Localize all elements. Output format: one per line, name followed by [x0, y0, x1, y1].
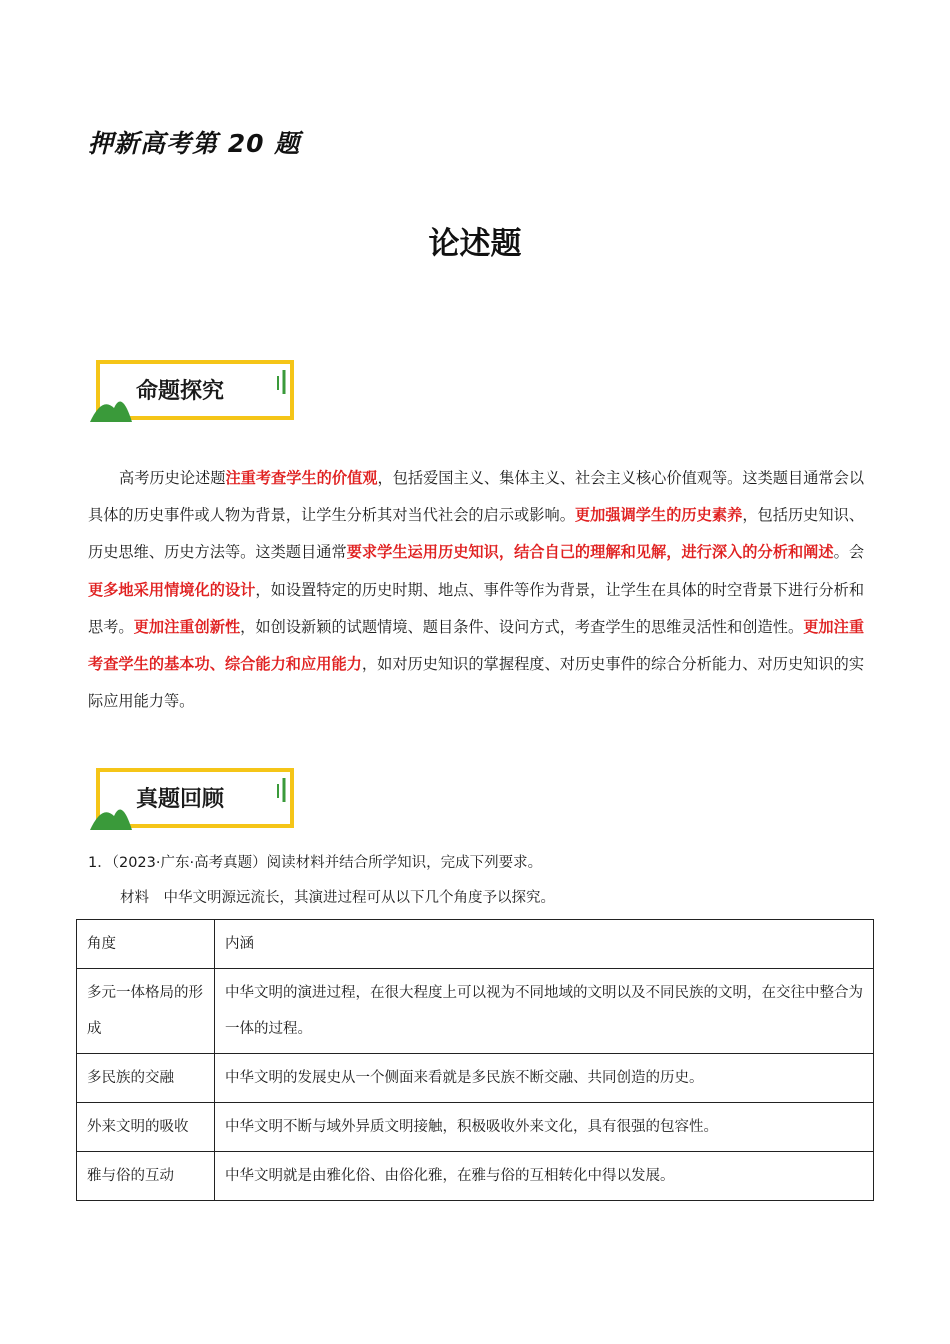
intro-paragraph	[88, 460, 864, 720]
intro-highlight: 要求学生运用历史知识，结合自己的理解和见解，进行深入的分析和阐述	[346, 543, 834, 562]
intro-highlight: 更加注重考查学生的基本功、综合能力和应用能力	[88, 617, 865, 674]
intro-text: ，包括历史知识、历史思维、历史方法等。这类题目通常	[88, 506, 865, 562]
table-cell: 多民族的交融	[77, 1054, 215, 1103]
table-cell: 中华文明的演进过程，在很大程度上可以视为不同地域的文明以及不同民族的文明，在交往中整合为一体的过程。	[215, 969, 874, 1054]
intro-text: ，如创设新颖的试题情境、题目条件、设问方式，考查学生的思维灵活性和创造性。	[240, 617, 804, 636]
question-line: 1．（2023·广东·高考真题）阅读材料并结合所学知识，完成下列要求。	[88, 855, 543, 871]
top-title: 押新高考第 20 题	[88, 129, 301, 158]
section-badge-zhenti	[88, 768, 298, 836]
section-label: 真题回顾	[136, 787, 225, 812]
intro-text: 高考历史论述题	[119, 469, 226, 487]
section-label: 命题探究	[136, 379, 225, 404]
intro-text: ，包括爱国主义、集体主义、社会主义核心价值观等。这类题目通常会以具体的历史事件或人物为背景，让学生分析其对当代社会的启示或影响。	[88, 469, 865, 525]
section-badge-mingti	[88, 360, 298, 428]
intro-highlight: 更加注重创新性	[133, 617, 241, 636]
material-line: 材料 中华文明源远流长，其演进过程可从以下几个角度予以探究。	[120, 890, 555, 906]
table-header-cell: 内涵	[215, 920, 874, 969]
table-row	[77, 1054, 874, 1103]
table-row	[77, 969, 874, 1054]
intro-highlight: 更多地采用情境化的设计	[88, 580, 256, 599]
table-cell: 中华文明不断与域外异质文明接触，积极吸收外来文化，具有很强的包容性。	[215, 1103, 874, 1152]
table-cell: 外来文明的吸收	[77, 1103, 215, 1152]
intro-highlight: 更加强调学生的历史素养	[574, 506, 743, 525]
table-header-cell: 角度	[77, 920, 215, 969]
table-cell: 雅与俗的互动	[77, 1152, 215, 1201]
intro-text: 。会	[833, 543, 865, 562]
table-cell: 中华文明的发展史从一个侧面来看就是多民族不断交融、共同创造的历史。	[215, 1054, 874, 1103]
table-cell: 中华文明就是由雅化俗、由俗化雅，在雅与俗的互相转化中得以发展。	[215, 1152, 874, 1201]
intro-highlight: 注重考查学生的价值观	[225, 469, 378, 487]
material-table	[76, 919, 874, 1201]
table-header-row	[77, 920, 874, 969]
table-row	[77, 1152, 874, 1201]
main-title: 论述题	[428, 226, 522, 262]
intro-text: ，如对历史知识的掌握程度、对历史事件的综合分析能力、对历史知识的实际应用能力等。	[88, 655, 865, 711]
intro-text: ，如设置特定的历史时期、地点、事件等作为背景，让学生在具体的时空背景下进行分析和思考。	[88, 580, 865, 636]
table-row	[77, 1103, 874, 1152]
table-cell: 多元一体格局的形成	[77, 969, 215, 1054]
